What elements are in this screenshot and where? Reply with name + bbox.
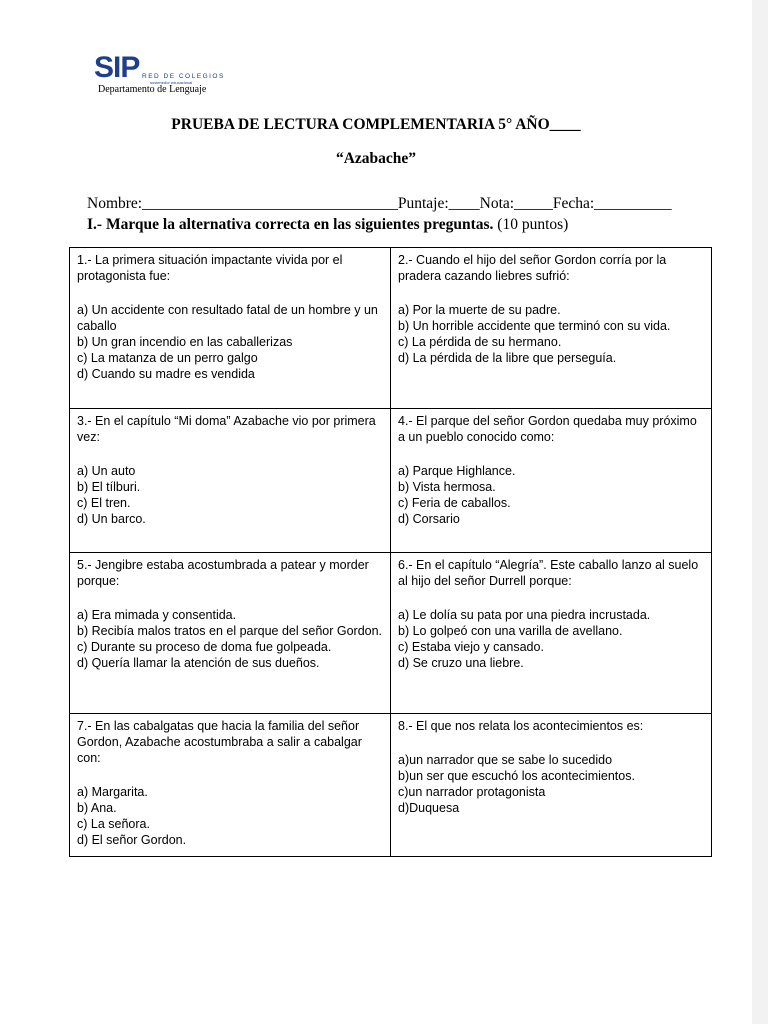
option-b[interactable]: b) Un gran incendio en las caballerizas bbox=[77, 335, 293, 349]
option-b[interactable]: b) Ana. bbox=[77, 801, 117, 815]
logo-network: RED DE COLEGIOS bbox=[142, 73, 225, 80]
option-c[interactable]: c) Durante su proceso de doma fue golpeada. bbox=[77, 640, 332, 654]
department-label: Departamento de Lenguaje bbox=[98, 84, 207, 95]
option-a[interactable]: a)un narrador que se sabe lo sucedido bbox=[398, 753, 613, 767]
school-logo bbox=[94, 52, 234, 100]
question-text: 8.- El que nos relata los acontecimientos es: bbox=[398, 719, 644, 733]
option-d[interactable]: d) Corsario bbox=[398, 512, 460, 526]
option-c[interactable]: c) El tren. bbox=[77, 496, 131, 510]
option-c[interactable]: c) La señora. bbox=[77, 817, 150, 831]
logo-tagline: sostenedor educacional bbox=[150, 80, 193, 85]
option-d[interactable]: d) Un barco. bbox=[77, 512, 146, 526]
question-cell-2 bbox=[391, 248, 712, 409]
option-d[interactable]: d) Cuando su madre es vendida bbox=[77, 367, 255, 381]
question-text: 3.- En el capítulo “Mi doma” Azabache vio por primera vez: bbox=[77, 414, 376, 444]
option-d[interactable]: d)Duquesa bbox=[398, 801, 460, 815]
option-b[interactable]: b) Un horrible accidente que terminó con su vida. bbox=[398, 319, 671, 333]
option-c[interactable]: c) Feria de caballos. bbox=[398, 496, 511, 510]
question-text: 5.- Jengibre estaba acostumbrada a patear y morder porque: bbox=[77, 558, 369, 588]
option-d[interactable]: d) La pérdida de la libre que perseguía. bbox=[398, 351, 617, 365]
test-title: PRUEBA DE LECTURA COMPLEMENTARIA 5° AÑO____ bbox=[171, 116, 581, 133]
option-d[interactable]: d) Quería llamar la atención de sus dueños. bbox=[77, 656, 320, 670]
option-b[interactable]: b) Lo golpeó con una varilla de avellano. bbox=[398, 624, 623, 638]
option-d[interactable]: d) El señor Gordon. bbox=[77, 833, 187, 847]
question-text: 4.- El parque del señor Gordon quedaba muy próximo a un pueblo conocido como: bbox=[398, 414, 697, 444]
option-b[interactable]: b) Vista hermosa. bbox=[398, 480, 496, 494]
table-row bbox=[70, 553, 712, 714]
question-cell-8 bbox=[391, 714, 712, 857]
option-b[interactable]: b) Recibía malos tratos en el parque del señor Gordon. bbox=[77, 624, 383, 638]
question-text: 6.- En el capítulo “Alegría”. Este caballo lanzo al suelo al hijo del señor Durrell porque: bbox=[398, 558, 699, 588]
option-a[interactable]: a) Un accidente con resultado fatal de un hombre y un caballo bbox=[77, 303, 378, 333]
question-cell-1 bbox=[70, 248, 391, 409]
option-a[interactable]: a) Le dolía su pata por una piedra incrustada. bbox=[398, 608, 651, 622]
option-b[interactable]: b)un ser que escuchó los acontecimientos. bbox=[398, 769, 635, 783]
question-text: 7.- En las cabalgatas que hacia la familia del señor Gordon, Azabache acostumbraba a salir a cabalgar con: bbox=[77, 719, 362, 765]
instructions-points: (10 puntos) bbox=[493, 216, 569, 233]
question-cell-6 bbox=[391, 553, 712, 714]
questions-table bbox=[69, 247, 712, 857]
table-row bbox=[70, 409, 712, 553]
question-cell-4 bbox=[391, 409, 712, 553]
option-c[interactable]: c) La matanza de un perro galgo bbox=[77, 351, 258, 365]
table-row bbox=[70, 248, 712, 409]
option-a[interactable]: a) Por la muerte de su padre. bbox=[398, 303, 561, 317]
question-text: 1.- La primera situación impactante vivida por el protagonista fue: bbox=[77, 253, 343, 283]
option-c[interactable]: c)un narrador protagonista bbox=[398, 785, 546, 799]
student-info-line: Nombre:_________________________________Puntaje:____Nota:_____Fecha:__________ bbox=[87, 195, 672, 212]
question-text: 2.- Cuando el hijo del señor Gordon corría por la pradera cazando liebres sufrió: bbox=[398, 253, 667, 283]
option-d[interactable]: d) Se cruzo una liebre. bbox=[398, 656, 524, 670]
question-cell-7 bbox=[70, 714, 391, 857]
option-b[interactable]: b) El tílburi. bbox=[77, 480, 141, 494]
table-row bbox=[70, 714, 712, 857]
option-a[interactable]: a) Era mimada y consentida. bbox=[77, 608, 237, 622]
option-c[interactable]: c) La pérdida de su hermano. bbox=[398, 335, 562, 349]
option-a[interactable]: a) Un auto bbox=[77, 464, 136, 478]
logo-text: SIP bbox=[94, 51, 140, 84]
option-c[interactable]: c) Estaba viejo y cansado. bbox=[398, 640, 544, 654]
book-title: “Azabache” bbox=[335, 150, 417, 167]
instructions-bold: I.- Marque la alternativa correcta en las siguientes preguntas. bbox=[87, 216, 494, 233]
question-cell-5 bbox=[70, 553, 391, 714]
section-instructions bbox=[87, 216, 568, 234]
option-a[interactable]: a) Margarita. bbox=[77, 785, 148, 799]
question-cell-3 bbox=[70, 409, 391, 553]
option-a[interactable]: a) Parque Highlance. bbox=[398, 464, 516, 478]
